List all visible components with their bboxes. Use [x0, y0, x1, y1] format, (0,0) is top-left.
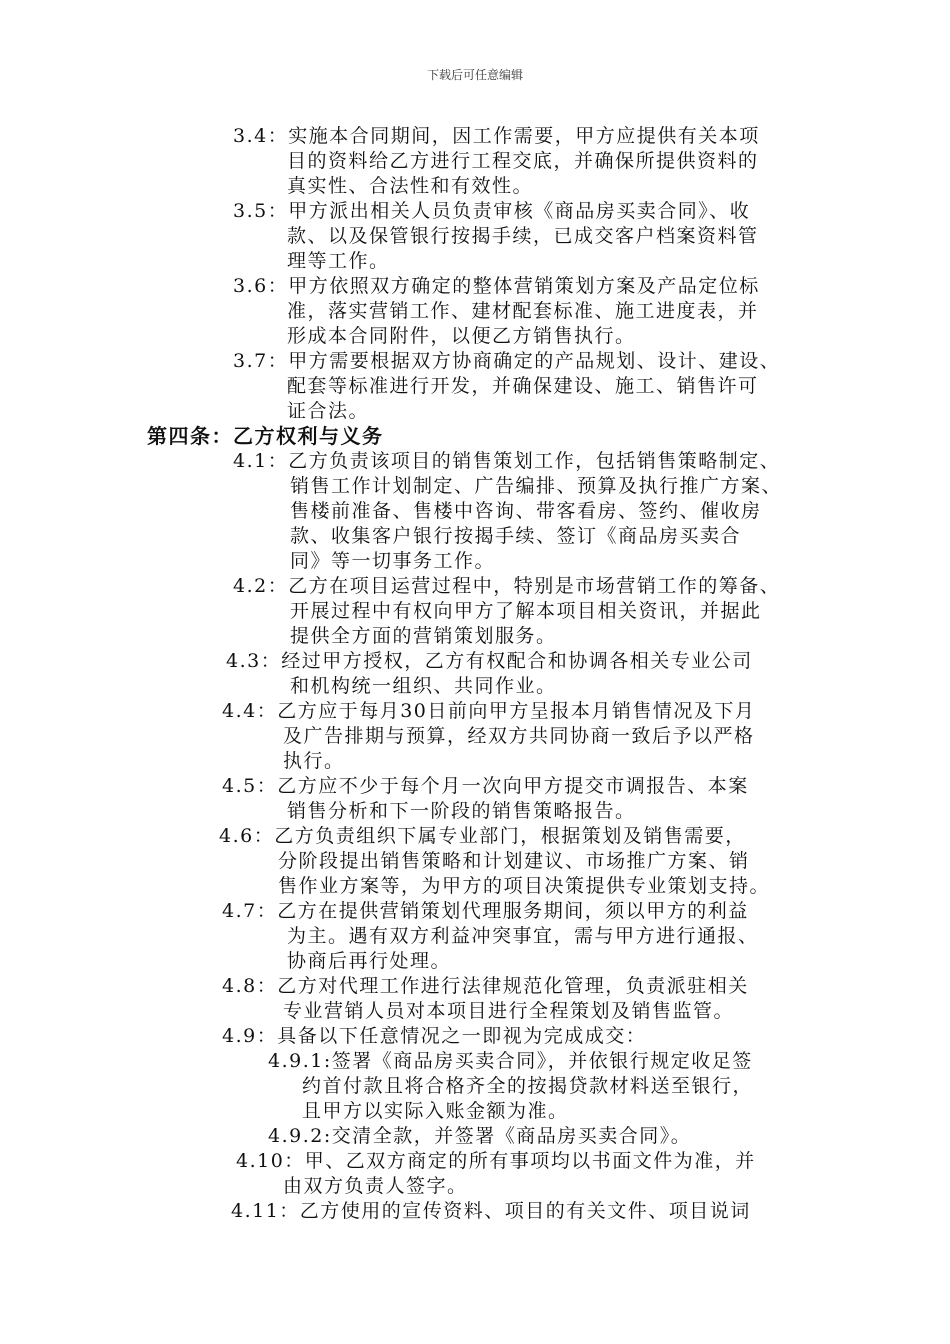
clause-4-5-line-2: 销售分析和下一阶段的销售策略报告。: [287, 800, 636, 822]
clause-4-9-1-line-1: 4.9.1:签署《商品房买卖合同》，并依银行规定收足签: [268, 1050, 753, 1072]
clause-4-7-line-3: 协商后再行处理。: [287, 950, 452, 972]
clause-4-9-1-line-3: 且甲方以实际入账金额为准。: [302, 1100, 569, 1122]
clause-4-1-line-5: 同》等一切事务工作。: [290, 550, 496, 572]
page-header: 下载后可任意编辑: [426, 68, 523, 82]
clause-3-4-line-1: 3.4：实施本合同期间，因工作需要，甲方应提供有关本项: [233, 125, 760, 147]
clause-4-3-line-1: 4.3：经过甲方授权，乙方有权配合和协调各相关专业公司: [226, 650, 753, 672]
clause-4-1-line-1: 4.1：乙方负责该项目的销售策划工作，包括销售策略制定、: [233, 450, 781, 472]
clause-3-7-line-3: 证合法。: [287, 400, 370, 422]
clause-3-6-line-2: 准，落实营销工作、建材配套标准、施工进度表，并: [287, 300, 759, 322]
clause-4-4-line-2: 及广告排期与预算，经双方共同协商一致后予以严格: [283, 725, 755, 747]
clause-4-9-2-line-1: 4.9.2:交清全款，并签署《商品房买卖合同》。: [268, 1125, 692, 1147]
clause-3-5-line-3: 理等工作。: [287, 250, 390, 272]
clause-3-6-line-3: 形成本合同附件，以便乙方销售执行。: [287, 325, 636, 347]
article-4-heading: 第四条：乙方权利与义务: [147, 424, 384, 448]
clause-4-1-line-2: 销售工作计划制定、广告编排、预算及执行推广方案、: [290, 475, 783, 497]
clause-3-4-line-2: 目的资料给乙方进行工程交底，并确保所提供资料的: [287, 150, 759, 172]
clause-4-6-line-3: 售作业方案等，为甲方的项目决策提供专业策划支持。: [278, 875, 771, 897]
clause-4-1-line-3: 售楼前准备、售楼中咨询、带客看房、签约、催收房: [290, 500, 762, 522]
clause-4-6-line-1: 4.6：乙方负责组织下属专业部门，根据策划及销售需要，: [219, 825, 746, 847]
clause-4-4-line-1: 4.4：乙方应于每月30日前向甲方呈报本月销售情况及下月: [222, 700, 756, 722]
clause-4-2-line-2: 开展过程中有权向甲方了解本项目相关资讯，并据此: [290, 600, 762, 622]
clause-4-11-line-1: 4.11：乙方使用的宣传资料、项目的有关文件、项目说词: [231, 1200, 751, 1222]
clause-4-9-line-1: 4.9：具备以下任意情况之一即视为完成成交：: [222, 1025, 647, 1047]
clause-4-7-line-2: 为主。遇有双方利益冲突事宜，需与甲方进行通报、: [287, 925, 759, 947]
clause-4-9-1-line-2: 约首付款且将合格齐全的按揭贷款材料送至银行，: [302, 1075, 754, 1097]
clause-3-7-line-2: 配套等标准进行开发，并确保建设、施工、销售许可: [287, 375, 759, 397]
clause-3-5-line-1: 3.5：甲方派出相关人员负责审核《商品房买卖合同》、收: [233, 200, 751, 222]
clause-4-3-line-2: 和机构统一组织、共同作业。: [290, 675, 557, 697]
clause-4-2-line-3: 提供全方面的营销策划服务。: [290, 625, 557, 647]
clause-3-5-line-2: 款、以及保管银行按揭手续，已成交客户档案资料管: [287, 225, 759, 247]
clause-4-8-line-2: 专业营销人员对本项目进行全程策划及销售监管。: [283, 1000, 735, 1022]
clause-4-4-line-3: 执行。: [283, 750, 345, 772]
clause-4-1-line-4: 款、收集客户银行按揭手续、签订《商品房买卖合: [290, 525, 742, 547]
clause-4-2-line-1: 4.2：乙方在项目运营过程中，特别是市场营销工作的筹备、: [233, 575, 781, 597]
clause-3-6-line-1: 3.6：甲方依照双方确定的整体营销策划方案及产品定位标: [233, 275, 760, 297]
clause-4-8-line-1: 4.8：乙方对代理工作进行法律规范化管理，负责派驻相关: [222, 975, 749, 997]
clause-4-5-line-1: 4.5：乙方应不少于每个月一次向甲方提交市调报告、本案: [222, 775, 749, 797]
clause-3-4-line-3: 真实性、合法性和有效性。: [287, 175, 534, 197]
clause-4-10-line-2: 由双方负责人签字。: [283, 1175, 468, 1197]
clause-4-6-line-2: 分阶段提出销售策略和计划建议、市场推广方案、销: [278, 850, 750, 872]
clause-4-7-line-1: 4.7：乙方在提供营销策划代理服务期间，须以甲方的利益: [222, 900, 749, 922]
clause-3-7-line-1: 3.7：甲方需要根据双方协商确定的产品规划、设计、建设、: [233, 350, 781, 372]
clause-4-10-line-1: 4.10：甲、乙双方商定的所有事项均以书面文件为准，并: [236, 1150, 756, 1172]
